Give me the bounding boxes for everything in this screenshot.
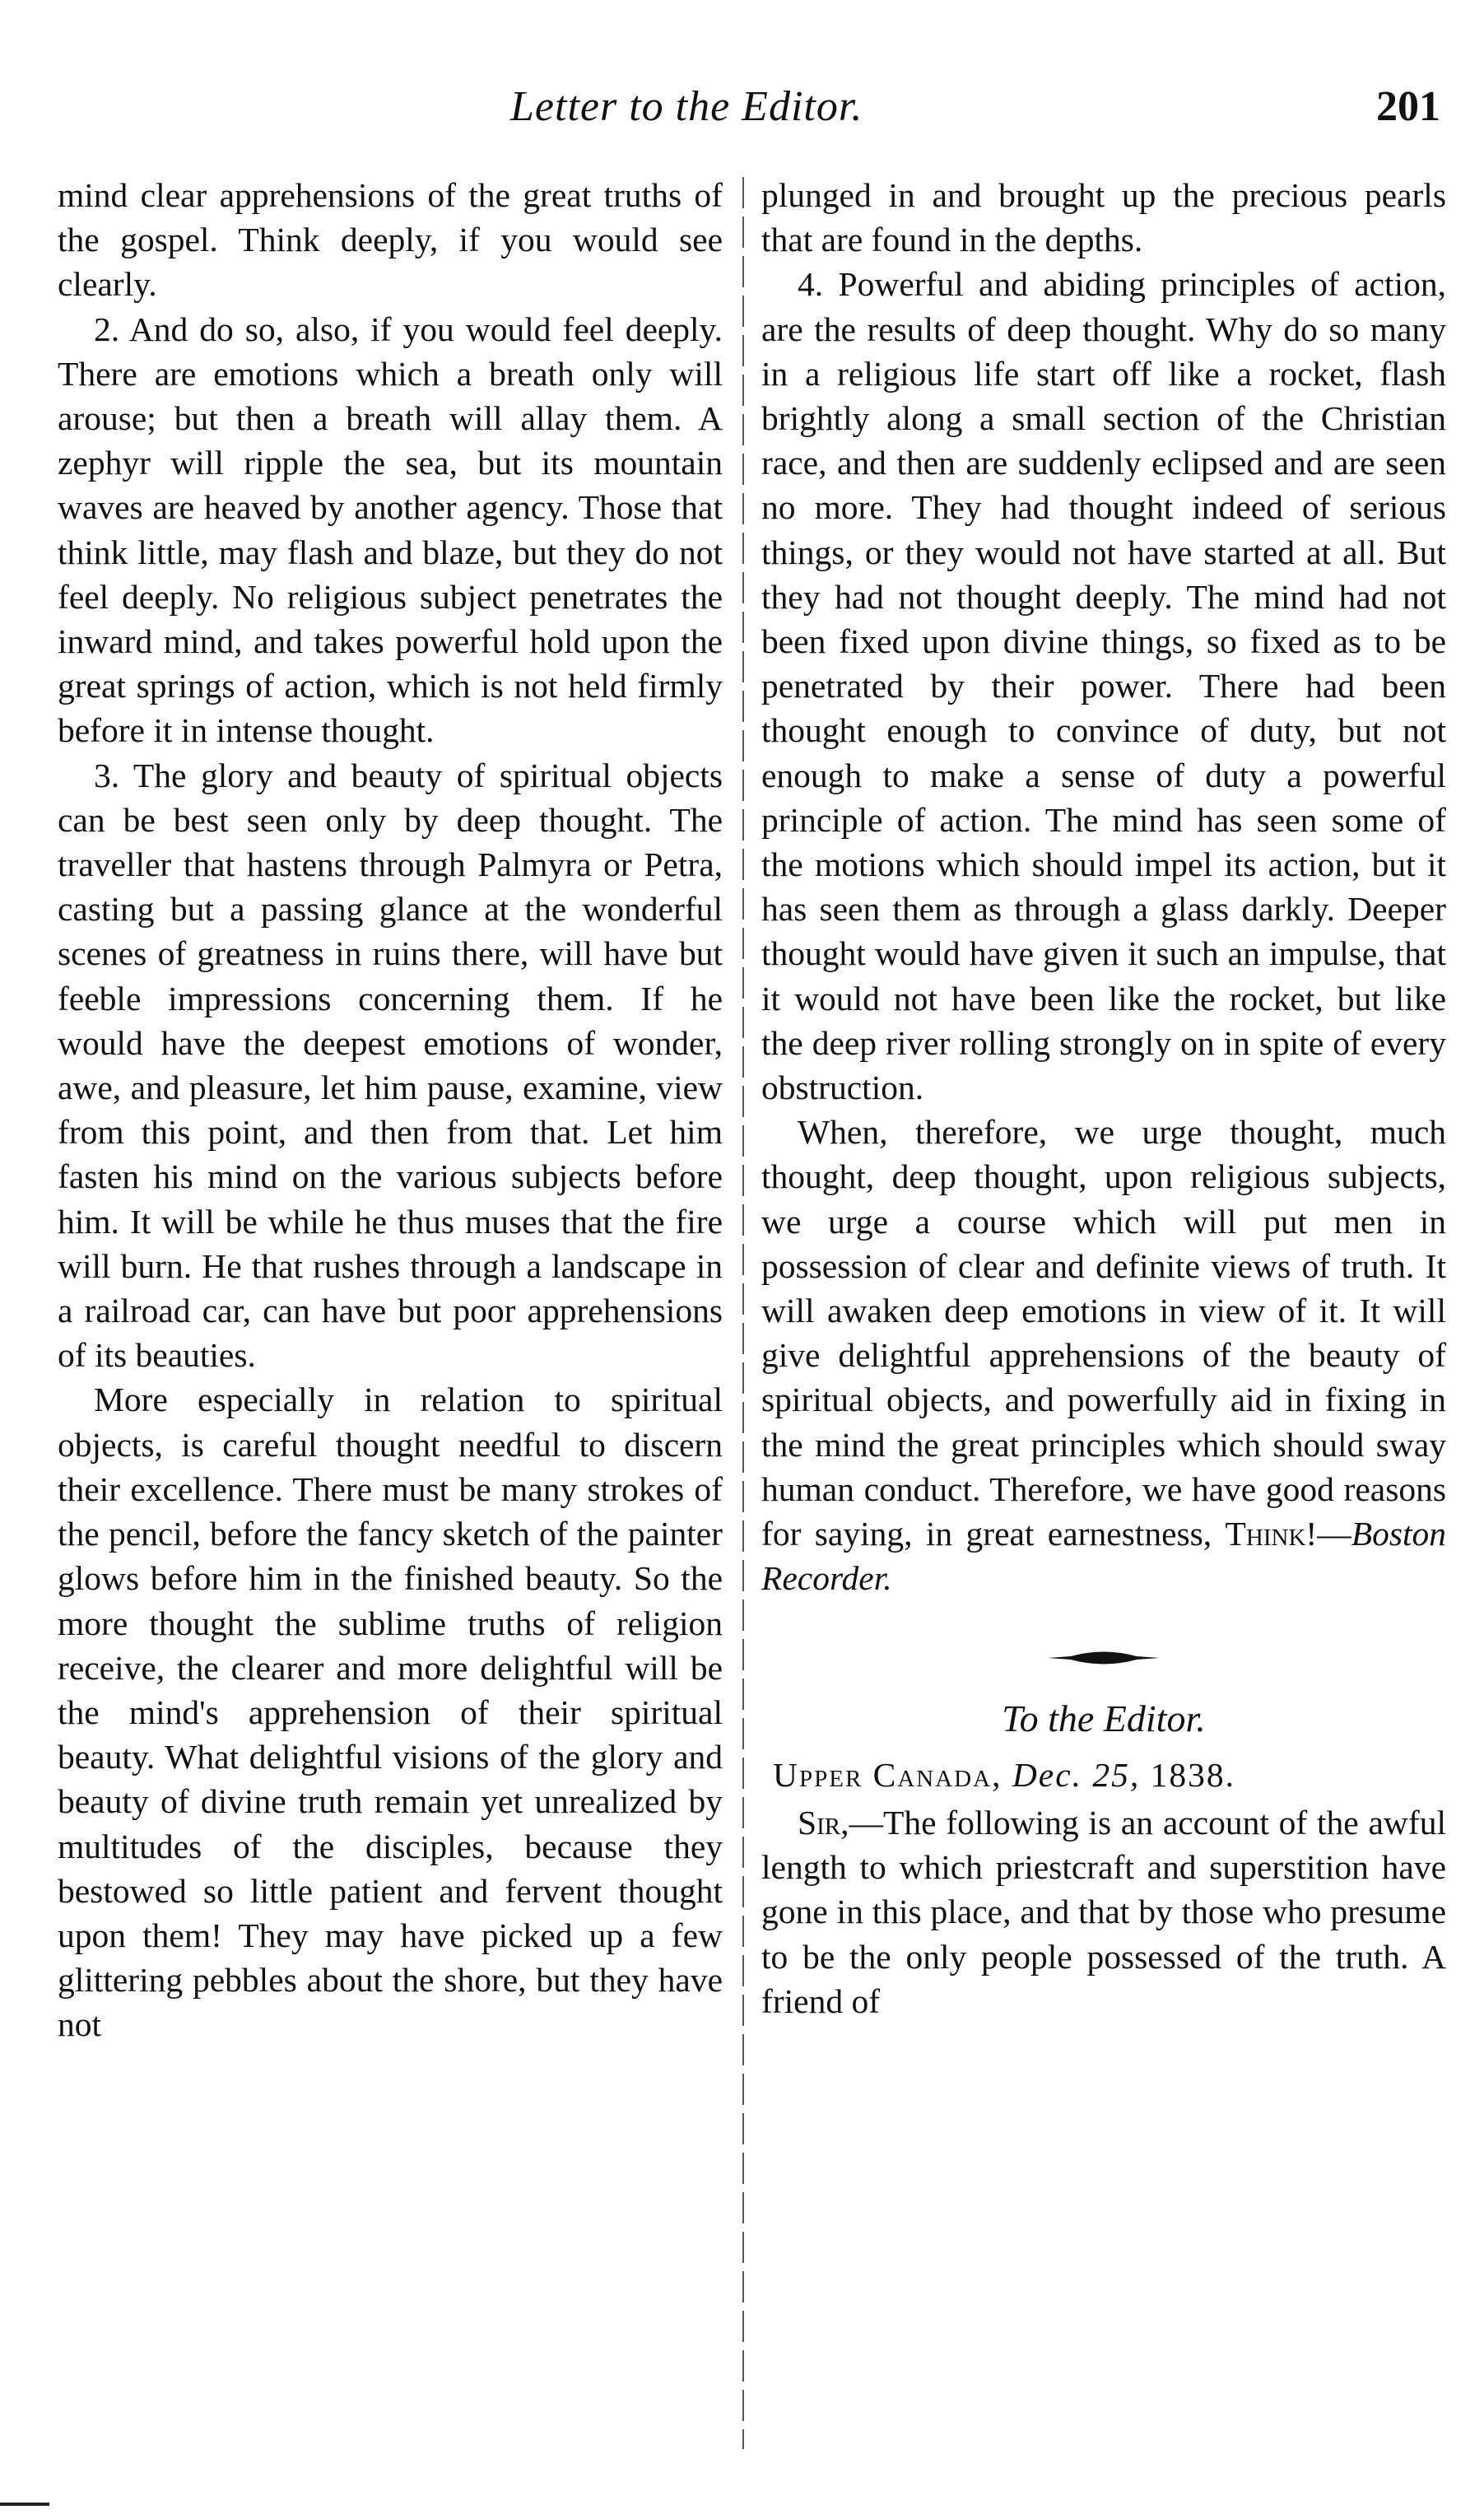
scan-edge-mark: [0, 2503, 49, 2506]
dateline-date: Dec. 25,: [1012, 1755, 1141, 1794]
left-paragraph-4: More especially in relation to spiritual objects, is careful thought needful to discern their excellence. There must be many strokes of the pencil, before the fancy sketch of the painter glows before him in the finished beauty. So the more thought the sublime truths of religion receive, the clearer and more delightful will be the mind's apprehension of their spiritual beauty. What delightful visions of the glory and beauty of divine truth remain yet unrealized by multitudes of the disciples, because they bestowed so little patient and fervent thought upon them! They may have picked up a few glittering pebbles about the shore, but they have not: [58, 1381, 723, 2044]
dateline-year: 1838.: [1150, 1755, 1235, 1794]
left-column: [58, 173, 723, 2047]
right-paragraph-2: 4. Powerful and abiding principles of action, are the results of deep thought. Why do so many in a religious life start off like a rocket, flash brightly along a small section of the Christian race, and then are suddenly eclipsed and are seen no more. They had thought indeed of serious things, or they would not have started at all. But they had not thought deeply. The mind had not been fixed upon divine things, so fixed as to be penetrated by their power. There had been thought enough to convince of duty, but not enough to make a sense of duty a powerful principle of action. The mind has seen some of the motions which should impel its action, but it has seen them as through a glass darkly. Deeper thought would have given it such an impulse, that it would not have been like the rocket, but like the deep river rolling strongly on in spite of every obstruction.: [761, 265, 1446, 1107]
dateline: [761, 1753, 1446, 1797]
source-attribution: Boston Recorder.: [761, 1515, 1446, 1598]
right-paragraph-3: [761, 1110, 1446, 1600]
left-paragraph-1: mind clear apprehensions of the great truths of the gospel. Think deeply, if you would see clearly.: [58, 176, 723, 304]
right-paragraph-4-text: —The following is an account of the awful length to which priestcraft and superstition have gone in this place, and that by those who presume to be the only people possessed of the truth. A friend of: [761, 1803, 1446, 2020]
section-divider-ornament: [1046, 1649, 1161, 1667]
column-divider: [742, 177, 744, 2449]
right-paragraph-4: [761, 1800, 1446, 2023]
running-head: [510, 82, 1457, 148]
letter-heading: To the Editor.: [1002, 1697, 1206, 1739]
think-word: Think: [1225, 1515, 1306, 1553]
left-paragraph-2: 2. And do so, also, if you would feel deeply. There are emotions which a breath only will arouse; but then a breath will allay them. A zephyr will ripple the sea, but its mountain waves are heaved by another agency. Those that think little, may flash and blaze, but they do not feel deeply. No religious subject penetrates the inward mind, and takes powerful hold upon the great springs of action, which is not held firmly before it in intense thought.: [58, 310, 723, 750]
think-dash: !—: [1305, 1515, 1351, 1553]
running-title: Letter to the Editor.: [510, 83, 863, 130]
salutation: Sir,: [798, 1803, 849, 1842]
right-paragraph-1: plunged in and brought up the precious pearls that are found in the depths.: [761, 176, 1446, 259]
page-number: 201: [1376, 83, 1440, 130]
dateline-place: Upper Canada,: [773, 1755, 1003, 1794]
right-column: [761, 173, 1446, 2023]
right-paragraph-3-text: When, therefore, we urge thought, much thought, deep thought, upon religious subjects, we urge a course which will put men in possession of clear and definite views of truth. It will awaken deep emotions in view of it. It will give delightful apprehensions of the beauty of spiritual objects, and powerfully aid in fixing in the mind the great principles which should sway human conduct. Therefore, we have good reasons for saying, in great earnestness,: [761, 1113, 1446, 1553]
left-paragraph-3: 3. The glory and beauty of spiritual objects can be best seen only by deep thought. The traveller that hastens through Palmyra or Petra, casting but a passing glance at the wonderful scenes of greatness in ruins there, will have but feeble impressions concerning them. If he would have the deepest emotions of wonder, awe, and pleasure, let him pause, examine, view from this point, and then from that. Let him fasten his mind on the various subjects before him. It will be while he thus muses that the fire will burn. He that rushes through a landscape in a railroad car, can have but poor apprehensions of its beauties.: [58, 756, 723, 1375]
